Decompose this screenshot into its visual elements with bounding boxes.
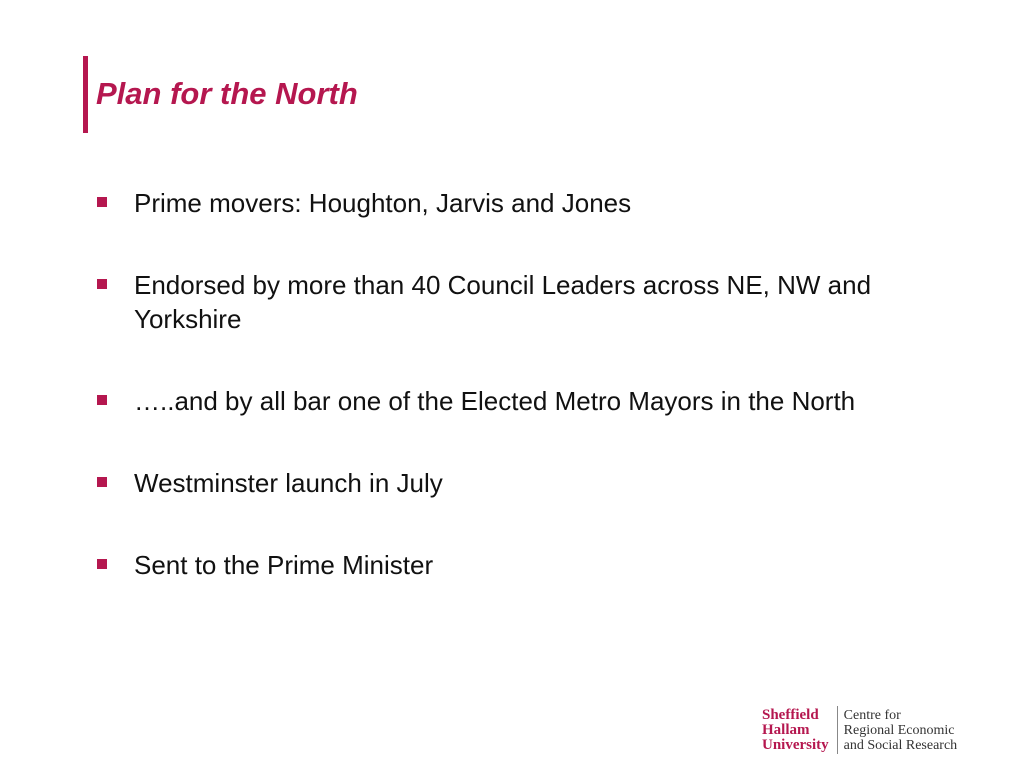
bullet-text: Sent to the Prime Minister (134, 550, 434, 580)
university-logo (762, 706, 957, 754)
slide-title: Plan for the North (96, 76, 358, 111)
centre-name-line: Regional Economic (843, 722, 955, 738)
university-name-line: Hallam (762, 721, 810, 738)
centre-name-line: and Social Research (843, 737, 958, 753)
centre-name-line: Centre for (843, 707, 901, 723)
university-name-line: Sheffield (762, 706, 819, 723)
bullet-text: …..and by all bar one of the Elected Metro Mayors in the North (134, 386, 856, 416)
bullet-square-icon (97, 559, 107, 569)
bullet-text: Westminster launch in July (134, 468, 443, 498)
bullet-square-icon (97, 477, 107, 487)
university-name-line: University (762, 736, 829, 753)
centre-name (838, 706, 958, 754)
bullet-text: Endorsed by more than 40 Council Leaders across NE, NW and Yorkshire (134, 270, 872, 334)
bullet-square-icon (97, 395, 107, 405)
bullet-text: Prime movers: Houghton, Jarvis and Jones (134, 188, 632, 218)
bullet-square-icon (97, 197, 107, 207)
bullet-square-icon (97, 279, 107, 289)
university-name (762, 706, 838, 754)
